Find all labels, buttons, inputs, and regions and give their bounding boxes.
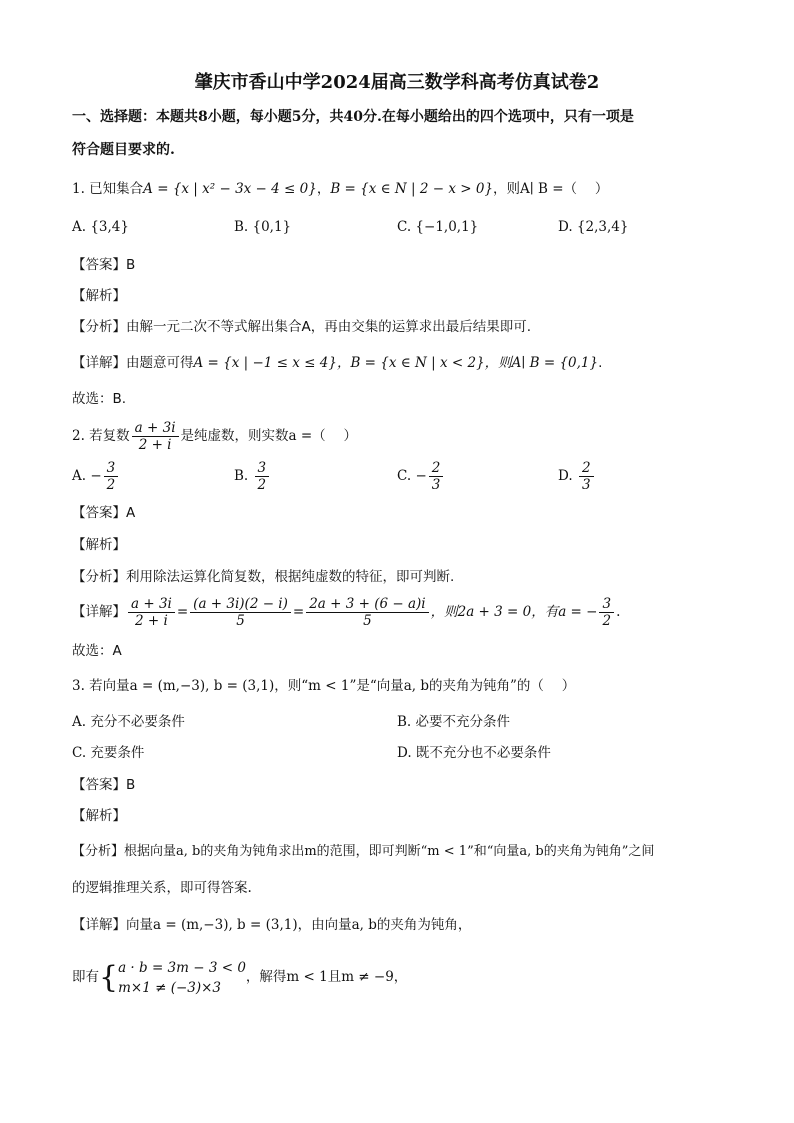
q2-option-c-frac [429, 460, 444, 493]
q2-xiangjie [72, 594, 620, 630]
q2-frac-4 [599, 596, 614, 629]
left-brace-icon: { [99, 959, 119, 995]
q2-frac-1-den: 2 + i [135, 613, 168, 629]
q1-set-b: B = {x ∈ N | 2 − x > 0} [330, 181, 494, 197]
q2-option-d-frac [579, 460, 594, 493]
q2-option-a-sign: − [90, 468, 102, 484]
q2-eq-2: = [292, 604, 305, 620]
q1-xiangjie-math: A = {x | −1 ≤ x ≤ 4}，B = {x ∈ N | x < 2}，则A∣ B = {0,1} [193, 355, 599, 371]
q1-xiangjie-suffix: . [598, 355, 603, 371]
q3-final [72, 955, 407, 999]
q2-frac-1-num: a + 3i [128, 596, 175, 613]
q3-fenxi-line1: 【分析】根据向量a, b的夹角为钝角求出m的范围，即可判断“m < 1”和“向量a, b的夹角为钝角”之间 [72, 844, 655, 859]
q2-stem-frac-num: a + 3i [132, 420, 179, 437]
q2-xiangjie-end: . [616, 604, 621, 620]
q1-set-a: A = {x | x² − 3x − 4 ≤ 0} [143, 181, 317, 197]
q2-frac-3-den: 5 [363, 613, 372, 629]
q2-option-b-label: B. [234, 468, 249, 484]
q1-option-a: A. {3,4} [72, 219, 129, 235]
q3-xiangjie: 【详解】向量a = (m,−3), b = (3,1)，由向量a, b的夹角为钝角， [72, 917, 472, 933]
q1-stem-prefix: 1. 已知集合 [72, 181, 144, 197]
q1-stem-suffix: ，则A∣ B =（ ） [493, 181, 609, 197]
q2-frac-3-num: 2a + 3 + (6 − a)i [306, 596, 428, 613]
q2-eq-1: = [176, 604, 189, 620]
q2-stem-suffix: 是纯虚数，则实数a =（ ） [180, 428, 357, 444]
q2-option-a [72, 458, 120, 494]
q2-option-a-frac [104, 460, 119, 493]
q3-system [118, 958, 246, 998]
q2-frac-3 [306, 596, 428, 629]
q2-option-c-label: C. [397, 468, 412, 484]
q2-stem [72, 418, 357, 454]
q2-option-d-num: 2 [579, 460, 594, 477]
q2-frac-2-den: 5 [236, 613, 245, 629]
q3-final-prefix: 即有 [72, 969, 99, 985]
q1-fenxi: 【分析】由解一元二次不等式解出集合A，再由交集的运算求出最后结果即可. [72, 319, 532, 335]
q2-xiangjie-mid: ，则2a + 3 = 0，有a = − [430, 604, 598, 620]
q3-option-b: B. 必要不充分条件 [397, 714, 511, 730]
q2-option-a-num: 3 [104, 460, 119, 477]
q2-frac-1 [128, 596, 175, 629]
q2-fenxi: 【分析】利用除法运算化简复数，根据纯虚数的特征，即可判断. [72, 569, 455, 585]
q1-conclusion: 故选：B. [72, 391, 127, 407]
q1-xiangjie-prefix: 【详解】由题意可得 [72, 355, 194, 371]
q2-frac-2 [190, 596, 291, 629]
q3-stem: 3. 若向量a = (m,−3), b = (3,1)，则“m < 1”是“向量a, b的夹角为钝角”的（ ） [72, 678, 576, 694]
q1-answer: 【答案】B [72, 257, 136, 273]
q2-option-c-num: 2 [429, 460, 444, 477]
q2-option-b-den: 2 [257, 477, 267, 493]
q2-frac-4-den: 2 [602, 613, 612, 629]
q2-option-c-sign: − [415, 468, 427, 484]
q2-frac-4-num: 3 [599, 596, 614, 613]
section-header-line1: 一、选择题：本题共8小题，每小题5分，共40分.在每小题给出的四个选项中，只有一项是 [72, 109, 634, 125]
q3-final-suffix: ，解得m < 1且m ≠ −9， [245, 969, 408, 985]
q1-option-c: C. {−1,0,1} [397, 219, 479, 235]
section-header-line2: 符合题目要求的. [72, 142, 175, 158]
q2-option-a-label: A. [72, 468, 87, 484]
q2-option-c-den: 3 [431, 477, 441, 493]
q3-option-a: A. 充分不必要条件 [72, 714, 185, 730]
q2-frac-2-num: (a + 3i)(2 − i) [190, 596, 291, 613]
q3-fenxi-line2: 的逻辑推理关系，即可得答案. [72, 880, 252, 896]
q3-system-line2: m×1 ≠ (−3)×3 [118, 979, 222, 996]
q1-xiangjie [72, 354, 602, 372]
q2-option-b [234, 458, 271, 494]
q2-conclusion: 故选：A [72, 643, 122, 659]
q3-answer: 【答案】B [72, 777, 136, 793]
q3-option-d: D. 既不充分也不必要条件 [397, 745, 551, 761]
q2-stem-frac-den: 2 + i [138, 437, 172, 453]
q2-option-a-den: 2 [106, 477, 116, 493]
page-title: 肇庆市香山中学2024届高三数学科高考仿真试卷2 [194, 72, 600, 93]
q3-system-line1: a · b = 3m − 3 < 0 [118, 959, 246, 976]
q2-stem-fraction [132, 420, 179, 453]
q2-option-d [558, 458, 596, 494]
q1-stem [72, 180, 608, 198]
q2-stem-prefix: 2. 若复数 [72, 428, 130, 444]
q2-option-d-den: 3 [581, 477, 591, 493]
q3-option-c: C. 充要条件 [72, 745, 145, 761]
q2-option-b-num: 3 [255, 460, 270, 477]
q2-option-b-frac [255, 460, 270, 493]
q2-answer: 【答案】A [72, 505, 136, 521]
q1-option-b: B. {0,1} [234, 219, 292, 235]
q2-xiangjie-prefix: 【详解】 [72, 604, 126, 620]
q1-sep: ， [316, 181, 331, 197]
q2-option-c [397, 458, 445, 494]
q1-option-d: D. {2,3,4} [558, 219, 629, 235]
q1-jiexi: 【解析】 [72, 288, 126, 304]
q2-option-d-label: D. [558, 468, 573, 484]
q3-jiexi: 【解析】 [72, 808, 126, 824]
q2-jiexi: 【解析】 [72, 537, 126, 553]
